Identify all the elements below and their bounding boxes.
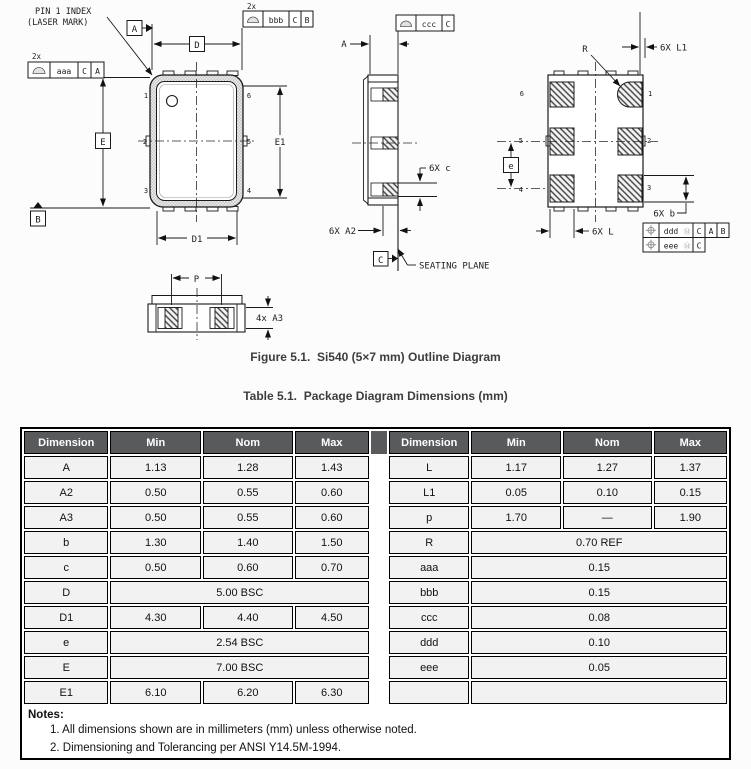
pad-3 <box>618 175 642 202</box>
col-header: Max <box>295 431 369 454</box>
dim-label-E1: E1 <box>274 138 286 148</box>
cell-dim: D <box>24 581 108 604</box>
pin-number: 5 <box>246 138 252 146</box>
cell-dim: A <box>24 456 108 479</box>
cell-dim: R <box>389 531 469 554</box>
fcf-tolerance: aaa <box>56 67 72 76</box>
cell-max: 0.60 <box>295 481 369 504</box>
cell-dim: ddd <box>389 631 469 654</box>
pin1-mark-circle <box>167 96 178 107</box>
dim-label-E: E <box>100 138 106 148</box>
seating-plane-label: SEATING PLANE <box>419 261 490 272</box>
fcf-datum-ref: C <box>82 67 87 76</box>
pin-number: 4 <box>246 187 252 195</box>
cell-dim: aaa <box>389 556 469 579</box>
fcf-ccc <box>396 15 454 31</box>
note-item: 2. Dimensioning and Tolerancing per ANSI Y14.5M-1994. <box>50 741 342 754</box>
datum-label-A: A <box>131 25 138 35</box>
dim-label-e: e <box>508 162 514 172</box>
pin-number: 3 <box>143 187 149 195</box>
table-row <box>24 506 369 529</box>
dimensions-table-right <box>387 429 729 706</box>
leader-line <box>677 203 686 213</box>
dim-label-4xA3: 4x A3 <box>256 314 284 324</box>
table-row <box>24 456 369 479</box>
fcf-datum-ref: C <box>696 241 702 251</box>
col-header: Min <box>471 431 561 454</box>
cell-dim: c <box>24 556 108 579</box>
cell-max: 1.90 <box>654 506 727 529</box>
pin-number: 5 <box>518 137 523 145</box>
col-header: Dimension <box>24 431 108 454</box>
cell-dim <box>389 681 469 704</box>
fcf-tolerance: eee <box>663 241 679 251</box>
cell-nom: 0.60 <box>203 556 293 579</box>
table-row <box>24 631 369 654</box>
cell-span-value: 2.54 BSC <box>110 631 369 654</box>
fcf-datum-ref: B <box>304 16 310 25</box>
side-pad <box>383 183 398 196</box>
cell-span-value: 0.05 <box>471 656 727 679</box>
fcf-tolerance: bbb <box>268 16 284 25</box>
table-row <box>389 631 727 654</box>
cell-dim: D1 <box>24 606 108 629</box>
cell-span-value: 7.00 BSC <box>110 656 369 679</box>
cell-max: 4.50 <box>295 606 369 629</box>
cell-max: 6.30 <box>295 681 369 704</box>
dim-label-6xA2: 6X A2 <box>328 227 356 237</box>
table-row <box>389 506 727 529</box>
note-item: 1. All dimensions shown are in millimeters (mm) unless otherwise noted. <box>50 724 417 736</box>
col-header: Max <box>654 431 727 454</box>
fcf-tolerance: ddd <box>663 226 679 236</box>
cell-nom: 0.55 <box>203 506 293 529</box>
fcf-bbb <box>243 2 313 27</box>
cell-dim: A2 <box>24 481 108 504</box>
fcf-eee <box>643 238 705 253</box>
cell-dim: p <box>389 506 469 529</box>
dim-label-P: P <box>193 275 200 285</box>
table-row <box>24 556 369 579</box>
table-row <box>24 481 369 504</box>
fcf-datum-ref: A <box>708 226 714 236</box>
table-row <box>24 531 369 554</box>
cell-min: 1.70 <box>471 506 561 529</box>
dim-label-6xL: 6X L <box>592 227 614 238</box>
outline-diagram <box>0 0 751 345</box>
cell-dim: b <box>24 531 108 554</box>
pin-number: 3 <box>647 184 652 192</box>
cell-nom: 1.40 <box>203 531 293 554</box>
lid-outline <box>364 76 369 204</box>
dim-label-6xc: 6X c <box>429 164 451 174</box>
cell-max: 1.37 <box>654 456 727 479</box>
cell-min: 1.13 <box>110 456 201 479</box>
cell-min: 0.50 <box>110 506 201 529</box>
pin-number: 1 <box>648 90 653 98</box>
cell-nom: 4.40 <box>203 606 293 629</box>
cell-max: 0.15 <box>654 481 727 504</box>
end-pad <box>215 308 228 329</box>
qty-label: 2x <box>32 52 42 61</box>
cell-max: 0.70 <box>295 556 369 579</box>
col-header: Dimension <box>389 431 469 454</box>
table-row <box>389 481 727 504</box>
fcf-datum-ref: C <box>292 16 298 25</box>
fcf-datum-ref: B <box>720 226 726 236</box>
pin-number: 4 <box>518 186 523 194</box>
cell-dim: L <box>389 456 469 479</box>
pin1-index-label: (LASER MARK) <box>27 18 89 28</box>
cell-dim: eee <box>389 656 469 679</box>
fcf-datum-ref: C <box>445 20 451 29</box>
dim-label-A: A <box>341 40 347 50</box>
cell-nom: 1.28 <box>203 456 293 479</box>
col-header: Min <box>110 431 201 454</box>
end-pad <box>165 308 178 329</box>
side-view-drawing <box>329 15 490 272</box>
dimensions-table-left <box>22 429 371 706</box>
cell-span-value: 0.15 <box>471 556 727 579</box>
cell-max: 0.60 <box>295 506 369 529</box>
table-row <box>389 556 727 579</box>
datum-label-C: C <box>377 256 384 266</box>
table-caption: Table 5.1. Package Diagram Dimensions (mm) <box>243 389 508 403</box>
table-row <box>24 606 369 629</box>
cell-dim: E <box>24 656 108 679</box>
cell-max: 1.50 <box>295 531 369 554</box>
pad-1-rounded <box>618 82 642 107</box>
dim-label-6xL1: 6X L1 <box>660 43 688 54</box>
figure-caption: Figure 5.1. Si540 (5×7 mm) Outline Diagram <box>250 350 501 364</box>
cell-min: 0.50 <box>110 556 201 579</box>
dim-label-6xb: 6X b <box>653 209 675 220</box>
fcf-datum-ref: A <box>95 67 100 76</box>
dim-label-R: R <box>582 45 588 55</box>
cell-min: 4.30 <box>110 606 201 629</box>
cell-span-value: 0.10 <box>471 631 727 654</box>
table-header-row <box>389 431 727 454</box>
dim-label-D: D <box>194 41 200 51</box>
cell-nom: 6.20 <box>203 681 293 704</box>
cell-span-value <box>471 681 727 704</box>
table-row <box>389 581 727 604</box>
side-pad <box>383 88 398 101</box>
cell-dim: A3 <box>24 506 108 529</box>
cell-dim: e <box>24 631 108 654</box>
cell-min: 1.17 <box>471 456 561 479</box>
datum-triangle <box>392 255 398 263</box>
pin-number: 2 <box>647 137 652 145</box>
fcf-aaa <box>28 52 104 78</box>
table-row <box>389 681 727 704</box>
cell-dim: L1 <box>389 481 469 504</box>
table-header-row <box>24 431 369 454</box>
cell-span-value: 0.70 REF <box>471 531 727 554</box>
pin-number: 2 <box>142 138 148 146</box>
pad-pocket <box>371 183 383 196</box>
bottom-view-drawing <box>497 12 729 252</box>
fcf-ddd <box>643 223 729 238</box>
dim-label-D1: D1 <box>191 235 203 245</box>
pin-number: 1 <box>143 92 149 100</box>
table-row <box>24 581 369 604</box>
pad-6 <box>550 82 574 107</box>
cell-min: 0.50 <box>110 481 201 504</box>
table-row <box>389 456 727 479</box>
header-gap-strip <box>371 431 387 454</box>
pin1-index-label: PIN 1 INDEX <box>35 7 92 17</box>
table-row <box>389 606 727 629</box>
cell-min: 6.10 <box>110 681 201 704</box>
end-view-drawing <box>148 272 291 340</box>
top-view-drawing <box>27 2 313 245</box>
table-row <box>24 656 369 679</box>
cell-span-value: 0.15 <box>471 581 727 604</box>
notes-section <box>22 706 729 758</box>
table-row <box>389 531 727 554</box>
table-row <box>389 656 727 679</box>
fcf-datum-ref: C <box>696 226 702 236</box>
dimensions-table-container <box>20 427 731 760</box>
pad-4 <box>550 175 574 202</box>
pin-number: 6 <box>519 90 524 98</box>
datum-label-B: B <box>35 215 41 226</box>
cell-dim: bbb <box>389 581 469 604</box>
mmc-modifier-icon: Ⓜ <box>683 242 691 251</box>
cell-dim: E1 <box>24 681 108 704</box>
pin-number: 6 <box>246 92 252 100</box>
qty-label: 2x <box>247 2 257 11</box>
fcf-tolerance: ccc <box>421 20 437 29</box>
cell-nom: 0.10 <box>563 481 652 504</box>
cell-dim: ccc <box>389 606 469 629</box>
mmc-modifier-icon: Ⓜ <box>683 227 691 236</box>
notes-title: Notes: <box>28 709 64 721</box>
cell-nom: — <box>563 506 652 529</box>
cell-span-value: 5.00 BSC <box>110 581 369 604</box>
col-header: Nom <box>203 431 293 454</box>
cell-nom: 0.55 <box>203 481 293 504</box>
col-header: Nom <box>563 431 652 454</box>
cell-min: 0.05 <box>471 481 561 504</box>
cell-max: 1.43 <box>295 456 369 479</box>
table-row <box>24 681 369 704</box>
pad-pocket <box>371 88 383 101</box>
datum-triangle <box>33 202 43 209</box>
leader-line <box>398 249 408 265</box>
cell-span-value: 0.08 <box>471 606 727 629</box>
cell-min: 1.30 <box>110 531 201 554</box>
cell-nom: 1.27 <box>563 456 652 479</box>
